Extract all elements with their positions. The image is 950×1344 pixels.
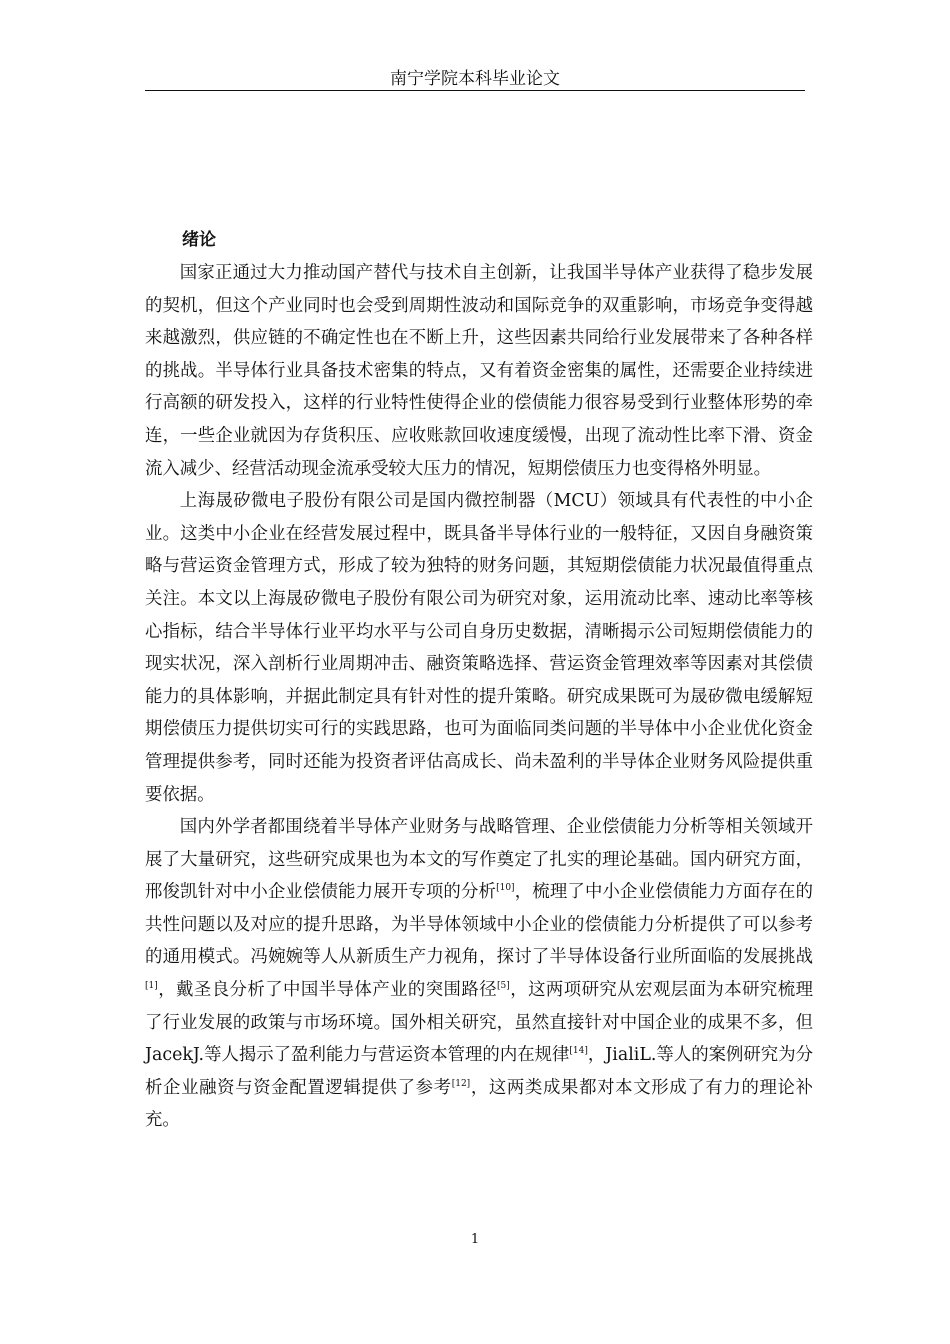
paragraph-2: 上海晟矽微电子股份有限公司是国内微控制器（MCU）领域具有代表性的中小企业。这类中小企业在经营发展过程中，既具备半导体行业的一般特征，又因自身融资策略与营运资金管理方式，形成了较为独特的财务问题，其短期偿债能力状况最值得重点关注。本文以上海晟矽微电子股份有限公司为研究对象，运用流动比率、速动比率等核心指标，结合半导体行业平均水平与公司自身历史数据，清晰揭示公司短期偿债能力的现实状况，深入剖析行业周期冲击、融资策略选择、营运资金管理效率等因素对其偿债能力的具体影响，并据此制定具有针对性的提升策略。研究成果既可为晟矽微电缓解短期偿债压力提供切实可行的实践思路，也可为面临同类问题的半导体中小企业优化资金管理提供参考，同时还能为投资者评估高成长、尚未盈利的半导体企业财务风险提供重要依据。 [145,491,813,805]
header-divider [145,90,805,91]
page-number: 1 [470,1232,480,1247]
paragraph-3-text: ，JialiL.等人的案例研究为分析企业融资与资金配置逻辑提供了参考 [145,1045,813,1098]
paragraph-3-text: 国内外学者都围绕着半导体产业财务与战略管理、企业偿债能力分析等相关领域开展了大量研究，这些研究成果也为本文的写作奠定了扎实的理论基础。国内研究方面，邢俊凯针对中小企业偿债能力展开专项的分析 [145,817,813,903]
section-heading: 绪论 [182,230,216,250]
paragraph-3 [145,811,813,1137]
paragraph-1: 国家正通过大力推动国产替代与技术自主创新，让我国半导体产业获得了稳步发展的契机，但这个产业同时也会受到周期性波动和国际竞争的双重影响，市场竞争变得越来越激烈，供应链的不确定性也在不断上升，这些因素共同给行业发展带来了各种各样的挑战。半导体行业具备技术密集的特点，又有着资金密集的属性，还需要企业持续进行高额的研发投入，这样的行业特性使得企业的偿债能力很容易受到行业整体形势的牵连，一些企业就因为存货积压、应收账款回收速度缓慢，出现了流动性比率下滑、资金流入减少、经营活动现金流承受较大压力的情况，短期偿债压力也变得格外明显。 [145,263,813,479]
body-text [145,257,813,1137]
citation-marker: [5] [497,981,510,992]
citation-marker: [1] [145,981,158,992]
page-header-title: 南宁学院本科毕业论文 [390,69,560,89]
paragraph-3-text: ，戴圣良分析了中国半导体产业的突围路径 [157,980,498,1001]
paragraph-3-text: ，梳理了中小企业偿债能力方面存在的共性问题以及对应的提升思路，为半导体领域中小企业的偿债能力分析提供了可以参考的通用模式。冯婉婉等人从新质生产力视角，探讨了半导体设备行业所面临的发展挑战 [145,882,813,968]
citation-marker: [10] [496,883,515,894]
paragraph-3-text: ，这两类成果都对本文形成了有力的理论补充。 [145,1077,813,1131]
paragraph-3-text: ，这两项研究从宏观层面为本研究梳理了行业发展的政策与市场环境。国外相关研究，虽然直接针对中国企业的成果不多，但JacekJ.等人揭示了盈利能力与营运资本管理的内在规律 [145,980,813,1066]
citation-marker: [14] [569,1046,588,1057]
citation-marker: [12] [451,1078,471,1089]
